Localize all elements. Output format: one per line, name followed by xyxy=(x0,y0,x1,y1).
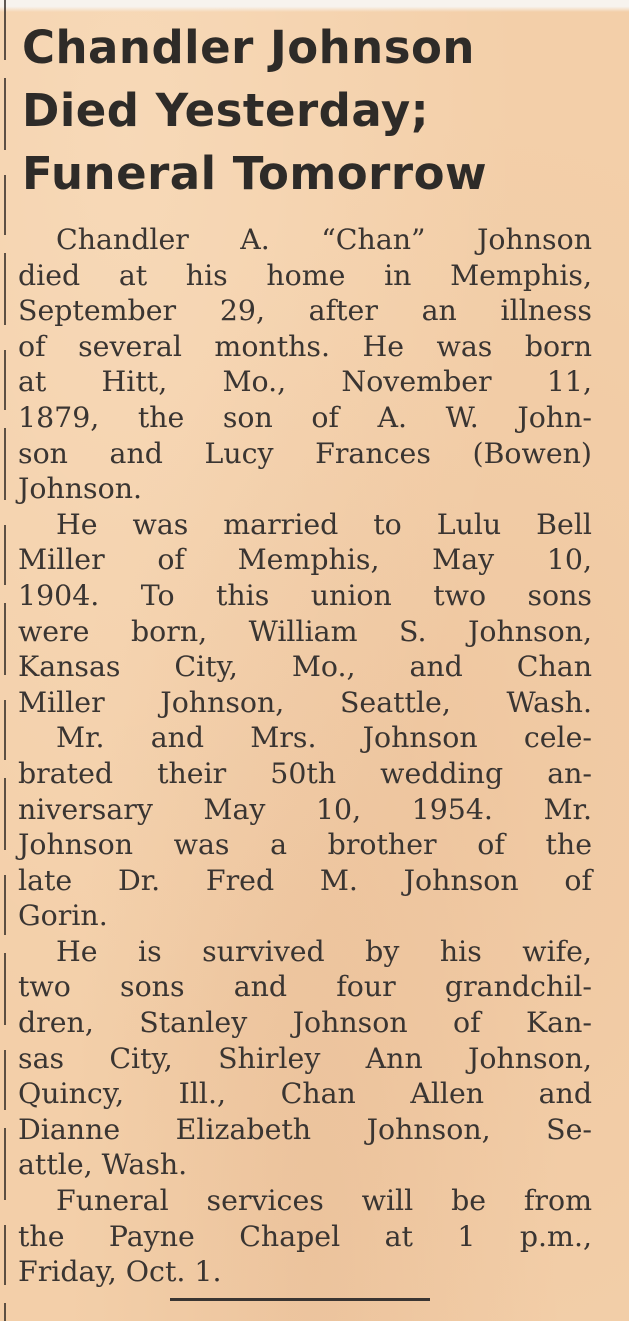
article-line: attle, Wash. xyxy=(18,1148,188,1182)
article-line: late Dr. Fred M. Johnson of xyxy=(18,863,592,897)
article-line: sas City, Shirley Ann Johnson, xyxy=(18,1041,592,1075)
headline-line: Chandler Johnson xyxy=(22,21,475,74)
article-line: He is survived by his wife, xyxy=(56,934,592,968)
torn-top-edge xyxy=(0,0,629,12)
article-line: Chandler A. “Chan” Johnson xyxy=(56,223,592,256)
article-line: brated their 50th wedding an- xyxy=(18,756,592,790)
article-line: Gorin. xyxy=(18,899,108,933)
article-line: the Payne Chapel at 1 p.m., xyxy=(18,1219,592,1253)
headline-line: Died Yesterday; xyxy=(22,84,430,137)
article-line: Miller of Memphis, May 10, xyxy=(18,543,592,577)
headline-line: Funeral Tomorrow xyxy=(22,147,488,200)
article-line: Friday, Oct. 1. xyxy=(18,1255,222,1289)
headline xyxy=(22,16,582,205)
end-of-article-rule xyxy=(170,1298,430,1301)
article-line: Johnson was a brother of the xyxy=(18,828,592,862)
article-line: Dianne Elizabeth Johnson, Se- xyxy=(18,1112,592,1146)
article-line: Mr. and Mrs. Johnson cele- xyxy=(56,721,592,755)
article-line: two sons and four grandchil- xyxy=(18,970,592,1004)
article-line: 1879, the son of A. W. John- xyxy=(18,400,592,434)
article-line: died at his home in Memphis, xyxy=(18,258,592,292)
article-line: were born, William S. Johnson, xyxy=(18,614,592,648)
column-rule-left xyxy=(4,0,6,1321)
article-line: at Hitt, Mo., November 11, xyxy=(18,365,592,399)
article-body xyxy=(18,222,592,1290)
article-line: dren, Stanley Johnson of Kan- xyxy=(18,1006,592,1040)
article-line: 1904. To this union two sons xyxy=(18,578,592,612)
article-line: He was married to Lulu Bell xyxy=(56,507,592,541)
article-line: Quincy, Ill., Chan Allen and xyxy=(18,1077,592,1111)
article-line: Johnson. xyxy=(18,472,143,506)
article-line: son and Lucy Frances (Bowen) xyxy=(18,436,592,470)
article-line: September 29, after an illness xyxy=(18,294,592,328)
article-line: Funeral services will be from xyxy=(56,1184,592,1218)
article-line: of several months. He was born xyxy=(18,329,592,363)
article-line: Kansas City, Mo., and Chan xyxy=(18,650,592,684)
article-line: niversary May 10, 1954. Mr. xyxy=(18,792,592,826)
article-line: Miller Johnson, Seattle, Wash. xyxy=(18,685,592,719)
